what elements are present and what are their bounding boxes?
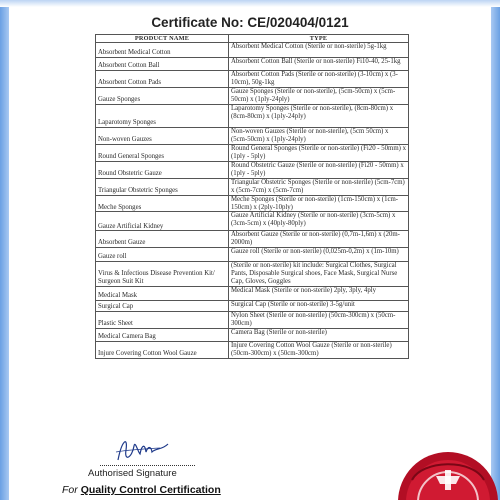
table-row [96,231,409,248]
product-type-cell: (Sterile or non-sterile) kit include: Surgical Clothes, Surgical Pants, Disposable Surgical shoes, Face Mask, Surgical Nurse Cap, Gloves, Goggles [229,262,409,287]
product-name-cell: Plastic Sheet [96,312,229,329]
table-row [96,161,409,178]
product-name-cell: Non-woven Gauzes [96,128,229,145]
table-row [96,342,409,359]
footer-title: Quality Control Certification [80,484,221,496]
table-row [96,43,409,58]
certificate-title: Certificate No: CE/020404/0121 [151,15,349,30]
product-name-cell: Round Obstetric Gauze [96,161,229,178]
table-row [96,312,409,329]
product-name-cell: Absorbent Medical Cotton [96,43,229,58]
signature-line [100,465,195,466]
product-type-cell: Non-woven Gauzes (Sterile or non-sterile), (5cm 50cm) x (5cm-50cm) x (1ply-24ply) [229,128,409,145]
product-type-cell: Gauze Sponges (Sterile or non-sterile), (5cm-50cm) x (5cm-50cm) x (1ply-24ply) [229,88,409,105]
table-row [96,144,409,161]
product-type-cell: Round General Sponges (Sterile or non-sterile) (Fi20 - 50mm) x (1ply - 5ply) [229,144,409,161]
table-row [96,301,409,312]
product-type-cell: Surgical Cap (Sterile or non-sterile) 3-5g/unit [229,301,409,312]
product-name-cell: Gauze Sponges [96,88,229,105]
product-type-cell: Absorbent Cotton Pads (Sterile or non-sterile) (3-10cm) x (3-10cm), 50g-1kg [229,71,409,88]
product-type-cell: Medical Mask (Sterile or non-sterile) 2ply, 3ply, 4ply [229,287,409,301]
table-row [96,248,409,262]
product-type-cell: Absorbent Cotton Ball (Sterile or non-sterile) Fi10-40, 25-1kg [229,58,409,71]
red-wax-seal [392,440,500,500]
table-row [96,195,409,212]
product-table [95,34,409,359]
product-type-cell: Meche Sponges (Sterile or non-sterile) (1cm-150cm) x (1cm-150cm) x (2ply-10ply) [229,195,409,212]
table-row [96,128,409,145]
table-row [96,212,409,231]
table-row [96,105,409,128]
product-name-cell: Meche Sponges [96,195,229,212]
header-product-name: PRODUCT NAME [96,35,229,43]
table-row [96,262,409,287]
product-name-cell: Gauze Artificial Kidney [96,212,229,231]
product-name-cell: Injure Covering Cotton Wool Gauze [96,342,229,359]
product-type-cell: Laparotomy Sponges (Sterile or non-sterile), (8cm-80cm) x (8cm-80cm) x (1ply-24ply) [229,105,409,128]
table-row [96,58,409,71]
product-type-cell: Gauze roll (Sterile or non-sterile) (0,025m-0,2m) x (1m-10m) [229,248,409,262]
left-blue-border [0,0,9,500]
product-name-cell: Laparotomy Sponges [96,105,229,128]
product-type-cell: Camera Bag (Sterile or non-sterile) [229,329,409,342]
product-name-cell: Absorbent Gauze [96,231,229,248]
product-name-cell: Absorbent Cotton Ball [96,58,229,71]
right-blue-border [491,0,500,500]
product-type-cell: Injure Covering Cotton Wool Gauze (Sterile or non-sterile) (50cm-300cm) x (50cm-300cm) [229,342,409,359]
header-type: TYPE [229,35,409,43]
product-type-cell: Gauze Artificial Kidney (Sterile or non-sterile) (3cm-5cm) x (3cm-5cm) x (40ply-80ply) [229,212,409,231]
table-row [96,71,409,88]
footer-certification [62,484,221,496]
product-name-cell: Medical Camera Bag [96,329,229,342]
product-type-cell: Absorbent Medical Cotton (Sterile or non-sterile) 5g-1kg [229,43,409,58]
table-row [96,329,409,342]
product-name-cell: Triangular Obstetric Sponges [96,178,229,195]
product-type-cell: Round Obstetric Gauze (Sterile or non-sterile) (Fi20 - 50mm) x (1ply - 5ply) [229,161,409,178]
signature-scribble [112,432,172,466]
table-header-row [96,35,409,43]
table-row [96,88,409,105]
product-name-cell: Round General Sponges [96,144,229,161]
footer-prefix: For [62,484,78,496]
table-row [96,178,409,195]
product-name-cell: Virus & Infectious Disease Prevention Kit/ Surgeon Suit Kit [96,262,229,287]
product-type-cell: Nylon Sheet (Sterile or non-sterile) (50cm-300cm) x (50cm-300cm) [229,312,409,329]
product-type-cell: Triangular Obstetric Sponges (Sterile or non-sterile) (5cm-7cm) x (5cm-7cm) x (5cm-7cm) [229,178,409,195]
product-name-cell: Surgical Cap [96,301,229,312]
product-type-cell: Absorbent Gauze (Sterile or non-sterile) (0,7m-1,6m) x (20m-2000m) [229,231,409,248]
authorised-signature-label: Authorised Signature [88,468,177,479]
top-blue-border [0,0,500,7]
product-name-cell: Gauze roll [96,248,229,262]
product-name-cell: Medical Mask [96,287,229,301]
product-name-cell: Absorbent Cotton Pads [96,71,229,88]
table-row [96,287,409,301]
